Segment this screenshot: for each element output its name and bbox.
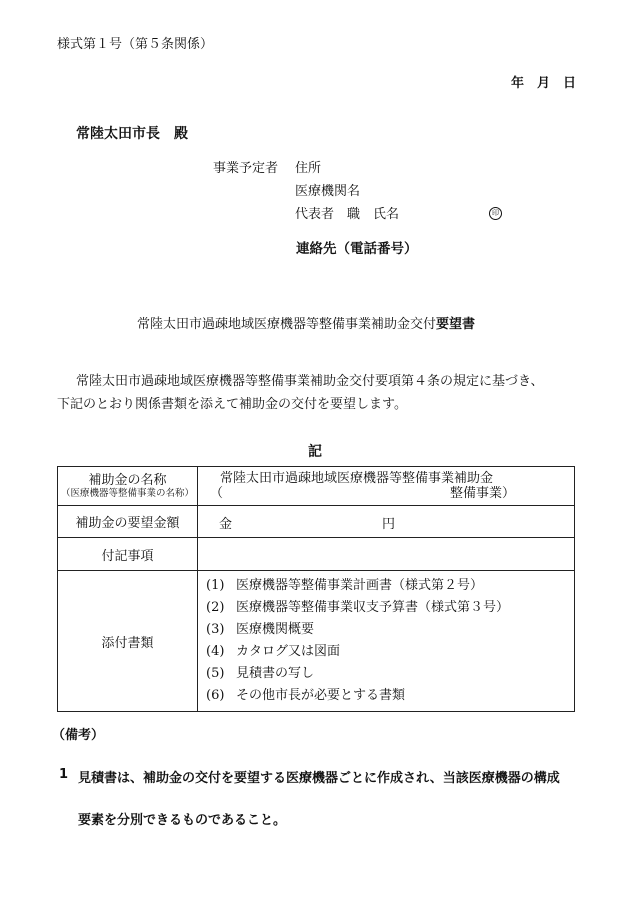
- document-title-main: 常陸太田市過疎地域医療機器等整備事業補助金交付: [137, 317, 437, 332]
- attachment-number: (4): [206, 644, 225, 659]
- contact-label: 連絡先（電話番号）: [296, 241, 418, 257]
- ki-heading: 記: [308, 444, 322, 460]
- form-number: 様式第１号（第５条関係）: [57, 37, 214, 52]
- attachment-number: (5): [206, 666, 225, 681]
- attachment-text: 医療機器等整備事業計画書（様式第２号）: [236, 578, 484, 593]
- body-line-2: 下記のとおり関係書類を添えて補助金の交付を要望します。: [57, 397, 407, 412]
- list-item: [206, 597, 574, 619]
- list-item: [206, 663, 574, 685]
- seal-mark: [489, 204, 502, 220]
- attachment-number: (1): [206, 578, 225, 593]
- amount-label: 補助金の要望金額: [58, 506, 198, 538]
- representative-label: 代表者 職 氏名: [295, 207, 400, 222]
- list-item: [206, 641, 574, 663]
- amount-prefix: 金: [219, 517, 233, 532]
- attachment-text: その他市長が必要とする書類: [236, 688, 406, 703]
- document-title-suffix: 要望書: [436, 317, 476, 332]
- attachments-label: 添付書類: [58, 571, 198, 712]
- attachment-text: 見積書の写し: [236, 666, 315, 681]
- attachment-number: (6): [206, 688, 225, 703]
- subsidy-name-sublabel: （医療機器等整備事業の名称）: [60, 487, 194, 499]
- application-table: [57, 466, 575, 712]
- subsidy-name-line2: [198, 486, 574, 501]
- attachment-text: 医療機関概要: [236, 622, 315, 637]
- amount-suffix: 円: [382, 517, 396, 532]
- date-field: 年 月 日: [511, 76, 577, 91]
- note-1-number: 1: [59, 767, 69, 782]
- attachment-text: 医療機器等整備事業収支予算書（様式第３号）: [236, 600, 510, 615]
- applicant-role: 事業予定者: [213, 161, 279, 176]
- institution-label: 医療機関名: [295, 184, 361, 199]
- subsidy-name-open-paren: （: [210, 486, 224, 501]
- table-row-subsidy-name: [58, 467, 575, 506]
- attachments-list: [198, 571, 574, 711]
- list-item: [206, 685, 574, 707]
- attachment-number: (3): [206, 622, 225, 637]
- address-label: 住所: [295, 161, 322, 176]
- notes-value-cell[interactable]: [198, 538, 575, 571]
- document-title: [137, 313, 475, 332]
- list-item: [206, 619, 574, 641]
- list-item: [206, 575, 574, 597]
- note-1-line-2: 要素を分別できるものであること。: [78, 813, 287, 828]
- subsidy-name-close: 整備事業）: [450, 486, 516, 501]
- note-1-line-1: 見積書は、補助金の交付を要望する医療機器ごとに作成され、当該医療機器の構成: [78, 771, 560, 786]
- notes-heading: （備考）: [52, 728, 105, 743]
- attachments-value-cell: [198, 571, 575, 712]
- subsidy-name-line1: 常陸太田市過疎地域医療機器等整備事業補助金: [220, 471, 494, 486]
- table-row-amount: [58, 506, 575, 538]
- addressee: 常陸太田市長 殿: [76, 126, 188, 142]
- table-row-attachments: [58, 571, 575, 712]
- attachment-number: (2): [206, 600, 225, 615]
- body-line-1: 常陸太田市過疎地域医療機器等整備事業補助金交付要項第４条の規定に基づき、: [76, 374, 544, 389]
- subsidy-name-label-cell: [58, 467, 198, 506]
- table-row-notes: [58, 538, 575, 571]
- amount-value-cell[interactable]: [198, 506, 575, 538]
- subsidy-name-label: 補助金の名称: [88, 472, 167, 488]
- subsidy-name-value-cell[interactable]: [198, 467, 575, 506]
- notes-label: 付記事項: [58, 538, 198, 571]
- attachment-text: カタログ又は図面: [236, 644, 341, 659]
- seal-icon: 印: [489, 207, 502, 220]
